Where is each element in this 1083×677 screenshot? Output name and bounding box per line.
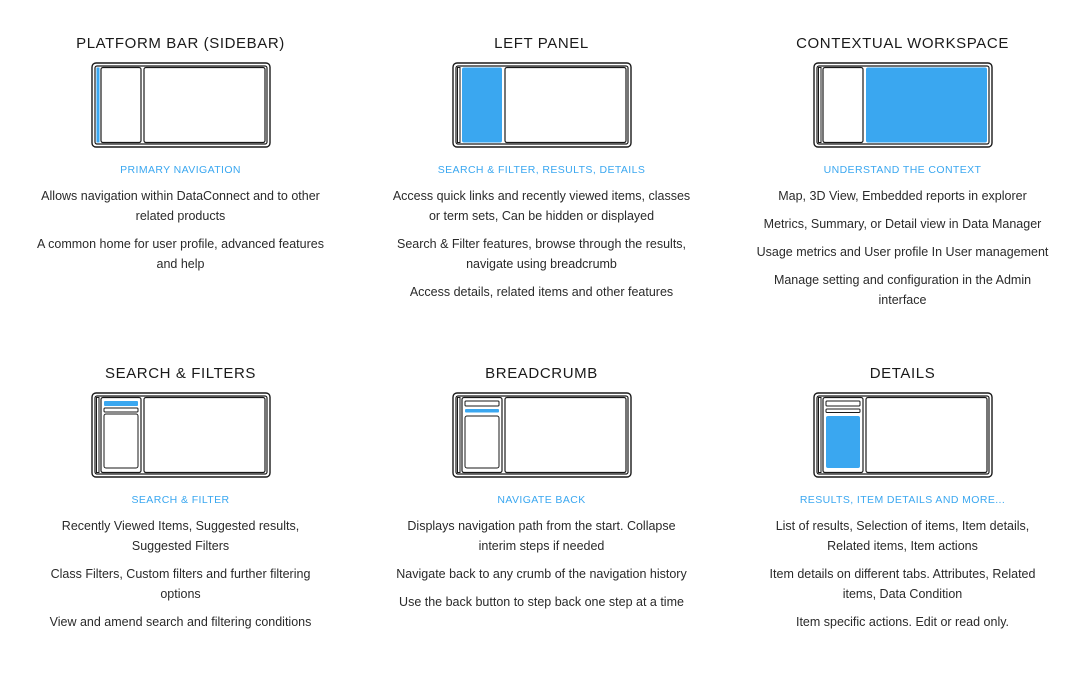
panel-description: Item details on different tabs. Attributes, Related items, Data Condition <box>769 567 1036 601</box>
wireframe-outer-frame <box>92 63 270 147</box>
panel-description: List of results, Selection of items, Item details, Related items, Item actions <box>775 519 1030 553</box>
panel-left-panel <box>361 34 722 302</box>
panel-description: Access quick links and recently viewed items, classes or term sets, Can be hidden or displayed <box>392 189 691 223</box>
panel-description: Search & Filter features, browse through the results, navigate using breadcrumb <box>396 237 687 271</box>
panel-search-filters <box>0 364 361 632</box>
wireframe-sidebar <box>818 398 821 473</box>
wireframe-search-bar <box>465 401 499 406</box>
panel-subtitle: RESULTS, ITEM DETAILS AND MORE... <box>799 494 1006 506</box>
wireframe-results-box <box>104 414 138 468</box>
panel-description: Class Filters, Custom filters and further filtering options <box>50 567 311 601</box>
wireframe-breadcrumb <box>452 392 632 478</box>
panel-subtitle: PRIMARY NAVIGATION <box>120 164 241 176</box>
panel-title: CONTEXTUAL WORKSPACE <box>796 35 1009 52</box>
wireframe-platform-bar <box>91 62 271 148</box>
wireframe-workspace <box>505 398 626 473</box>
wireframe-workspace-highlight <box>866 68 987 143</box>
panel-details <box>722 364 1083 632</box>
panel-title: PLATFORM BAR (SIDEBAR) <box>76 35 285 52</box>
wireframe-sidebar <box>818 68 821 143</box>
wireframe-filter-bar <box>104 408 138 412</box>
wireframe-search-bar <box>826 401 860 406</box>
wireframe-contextual-workspace <box>813 62 993 148</box>
wireframe-left-panel <box>823 68 863 143</box>
wireframe-left-panel <box>101 68 141 143</box>
panel-description: Access details, related items and other features <box>409 285 674 299</box>
wireframe-search-filters <box>91 392 271 478</box>
wireframe-sidebar-highlight <box>96 68 99 143</box>
panel-breadcrumb <box>361 364 722 612</box>
panel-description: Allows navigation within DataConnect and to other related products <box>41 189 320 223</box>
panel-description: Navigate back to any crumb of the navigation history <box>396 567 687 581</box>
panel-subtitle: SEARCH & FILTER, RESULTS, DETAILS <box>437 164 646 176</box>
panel-description: Item specific actions. Edit or read only. <box>795 615 1010 629</box>
wireframe-workspace <box>144 398 265 473</box>
wireframe-left-panel <box>452 62 632 148</box>
wireframe-inner-frame <box>456 396 628 474</box>
panel-subtitle: SEARCH & FILTER <box>131 494 230 506</box>
panel-platform-bar <box>0 34 361 274</box>
wireframe-search-highlight <box>104 401 138 406</box>
wireframe-results-box <box>465 416 499 468</box>
wireframe-left-panel <box>101 398 141 473</box>
panel-title: LEFT PANEL <box>494 35 589 52</box>
panel-description: View and amend search and filtering conditions <box>49 615 312 629</box>
panel-description: Use the back button to step back one step at a time <box>399 595 684 609</box>
wireframe-details-highlight <box>826 416 860 468</box>
wireframe-breadcrumb-highlight <box>465 409 499 413</box>
panel-contextual-workspace <box>722 34 1083 310</box>
wireframe-breadcrumb-bar <box>826 409 860 413</box>
panel-title: SEARCH & FILTERS <box>104 365 257 382</box>
wireframe-inner-frame <box>95 66 267 144</box>
panel-subtitle: UNDERSTAND THE CONTEXT <box>823 164 982 176</box>
wireframe-workspace <box>505 68 626 143</box>
panel-description: Usage metrics and User profile In User management <box>756 245 1049 259</box>
panel-description: Manage setting and configuration in the Admin interface <box>773 273 1032 307</box>
panel-description: Recently Viewed Items, Suggested results, Suggested Filters <box>61 519 300 553</box>
panel-title: BREADCRUMB <box>485 365 598 382</box>
wireframe-left-panel-highlight <box>462 68 502 143</box>
wireframe-sidebar <box>457 398 460 473</box>
wireframe-left-panel <box>462 398 502 473</box>
panel-description: Displays navigation path from the start. Collapse interim steps if needed <box>407 519 676 553</box>
wireframe-workspace <box>144 68 265 143</box>
panel-description: Map, 3D View, Embedded reports in explorer <box>778 189 1027 203</box>
wireframe-details <box>813 392 993 478</box>
panel-subtitle: NAVIGATE BACK <box>497 494 586 506</box>
panel-description: Metrics, Summary, or Detail view in Data Manager <box>763 217 1042 231</box>
panel-description: A common home for user profile, advanced features and help <box>37 237 324 271</box>
wireframe-sidebar <box>96 398 99 473</box>
wireframe-sidebar <box>457 68 460 143</box>
wireframe-workspace <box>866 398 987 473</box>
panel-title: DETAILS <box>869 365 936 382</box>
